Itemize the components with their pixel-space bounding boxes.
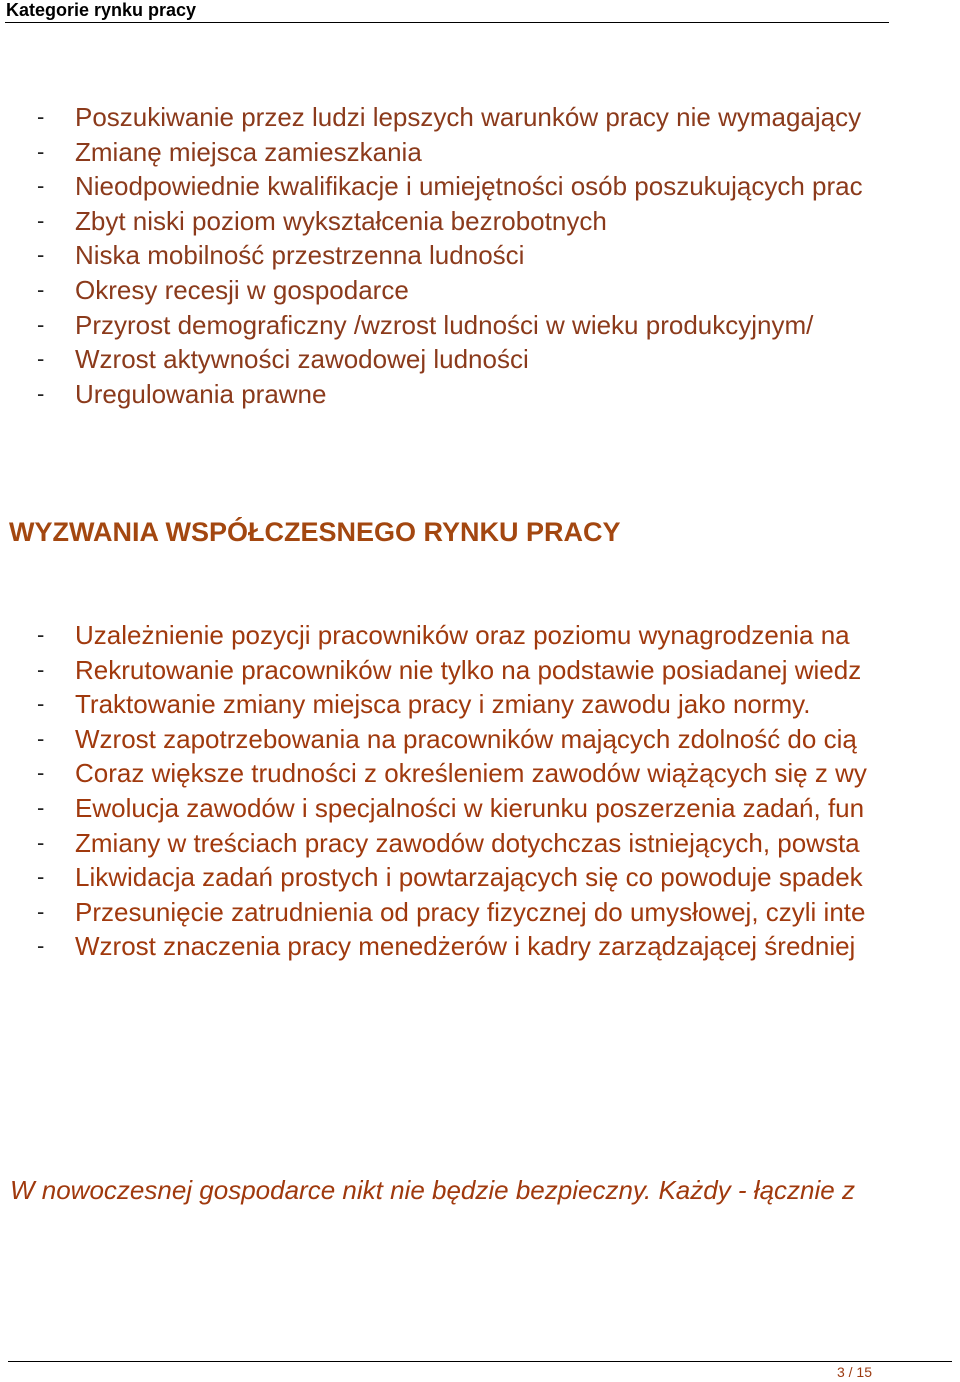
page-number: 3 / 15 [836, 1364, 872, 1380]
list-item [0, 238, 960, 273]
list-item-text: Ewolucja zawodów i specjalności w kierunku poszerzenia zadań, fun [75, 792, 865, 823]
list-item-text: Niska mobilność przestrzenna ludności [75, 240, 525, 271]
list-bullet: - [37, 725, 45, 751]
list-item-text: Likwidacja zadań prostych i powtarzających się co powoduje spadek [75, 862, 863, 893]
list-item [0, 929, 960, 964]
list-bullet: - [37, 794, 45, 820]
list-bullet: - [37, 207, 45, 233]
list-bullet: - [37, 656, 45, 682]
list-bullet: - [37, 898, 45, 924]
list-item-text: Wzrost znaczenia pracy menedżerów i kadry zarządzającej średniej [75, 931, 856, 962]
list-item [0, 308, 960, 343]
list-item [0, 653, 960, 688]
list-bullet: - [37, 933, 45, 959]
list-item-text: Nieodpowiednie kwalifikacje i umiejętności osób poszukujących prac [75, 171, 863, 202]
list-item [0, 204, 960, 239]
list-item-text: Zbyt niski poziom wykształcenia bezrobotnych [75, 205, 607, 236]
list-bullet: - [37, 138, 45, 164]
list-bullet: - [37, 380, 45, 406]
section-heading: WYZWANIA WSPÓŁCZESNEGO RYNKU PRACY [9, 517, 621, 547]
list-item-text: Zmiany w treściach pracy zawodów dotychczas istniejących, powsta [75, 827, 860, 858]
header-divider [5, 22, 889, 23]
list-item [0, 135, 960, 170]
closing-quote: W nowoczesnej gospodarce nikt nie będzie bezpieczny. Każdy - łącznie z [10, 1175, 855, 1205]
list-bullet: - [37, 864, 45, 890]
list-item-text: Wzrost aktywności zawodowej ludności [75, 344, 529, 375]
list-item-text: Traktowanie zmiany miejsca pracy i zmiany zawodu jako normy. [75, 689, 811, 720]
list-bullet: - [37, 691, 45, 717]
list-bullet: - [37, 242, 45, 268]
list-item [0, 791, 960, 826]
list-item [0, 687, 960, 722]
list-item [0, 618, 960, 653]
list-bullet: - [37, 622, 45, 647]
document-title: Kategorie rynku pracy [6, 0, 197, 20]
list-bullet: - [37, 760, 45, 786]
factors-list [0, 100, 960, 411]
list-item [0, 722, 960, 757]
list-bullet: - [37, 104, 45, 129]
list-bullet: - [37, 346, 45, 372]
list-item-text: Przesunięcie zatrudnienia od pracy fizycznej do umysłowej, czyli inte [75, 896, 866, 927]
list-bullet: - [37, 311, 45, 337]
list-item [0, 895, 960, 930]
list-item [0, 860, 960, 895]
list-item-text: Okresy recesji w gospodarce [75, 274, 409, 305]
list-bullet: - [37, 276, 45, 302]
footer-divider [8, 1361, 952, 1362]
list-item [0, 377, 960, 412]
list-bullet: - [37, 173, 45, 199]
list-item [0, 342, 960, 377]
list-item [0, 100, 960, 135]
list-item-text: Rekrutowanie pracowników nie tylko na podstawie posiadanej wiedz [75, 654, 862, 685]
list-item [0, 826, 960, 861]
challenges-list [0, 618, 960, 964]
list-item [0, 273, 960, 308]
list-bullet: - [37, 829, 45, 855]
list-item-text: Uregulowania prawne [75, 378, 327, 409]
list-item [0, 169, 960, 204]
list-item-text: Uzależnienie pozycji pracowników oraz poziomu wynagrodzenia na [75, 620, 850, 650]
list-item-text: Wzrost zapotrzebowania na pracowników mających zdolność do cią [75, 723, 857, 754]
list-item-text: Przyrost demograficzny /wzrost ludności w wieku produkcyjnym/ [75, 309, 814, 340]
list-item [0, 756, 960, 791]
list-item-text: Coraz większe trudności z określeniem zawodów wiążących się z wy [75, 758, 867, 789]
list-item-text: Poszukiwanie przez ludzi lepszych warunków pracy nie wymagający [75, 102, 862, 132]
list-item-text: Zmianę miejsca zamieszkania [75, 136, 422, 167]
